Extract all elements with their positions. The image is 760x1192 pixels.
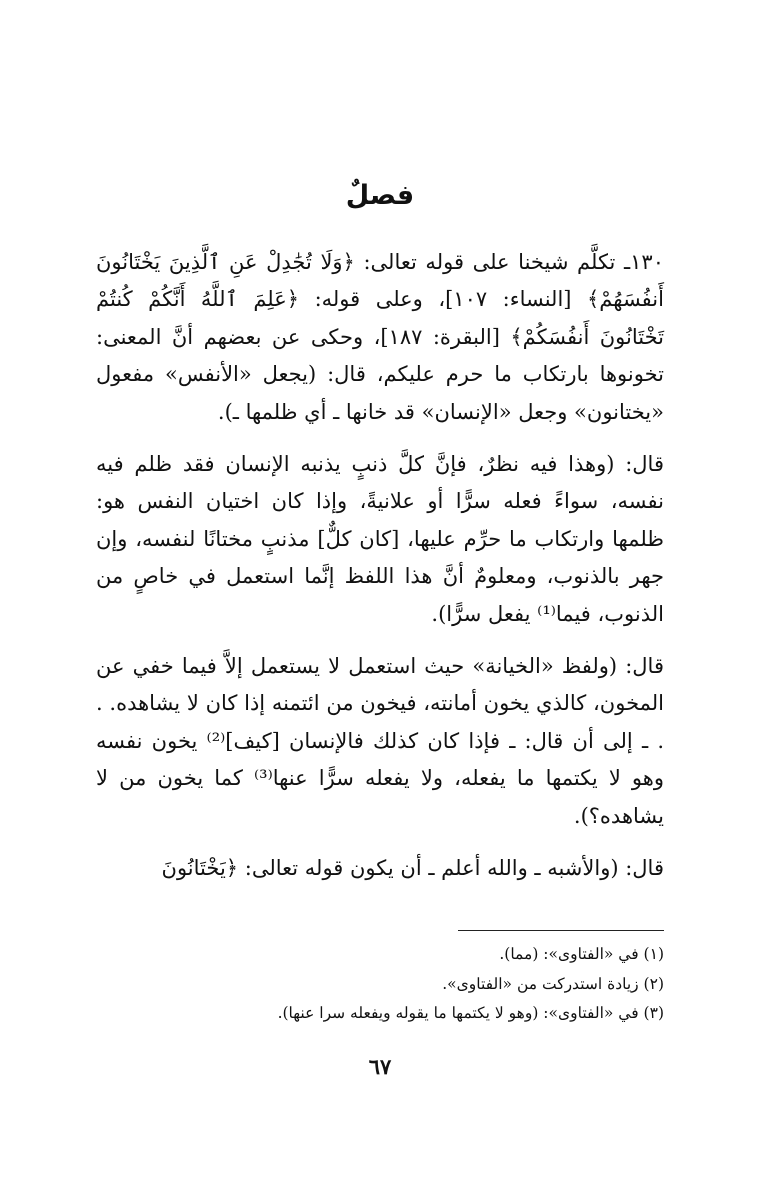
footnotes bbox=[96, 940, 664, 1029]
footnote-3: (٣) في «الفتاوى»: (وهو لا يكتمها ما يقوله ويفعله سرا عنها). bbox=[277, 1004, 664, 1022]
footnote-2: (٢) زيادة استدركت من «الفتاوى». bbox=[442, 974, 664, 993]
main-text bbox=[96, 244, 664, 888]
paragraph-4: قال: (والأشبه ـ والله أعلم ـ أن يكون قوله تعالى: ﴿يَخْتَانُونَ bbox=[161, 856, 664, 881]
footnote-1: (١) في «الفتاوى»: (مما). bbox=[499, 945, 664, 963]
section-title: فصلٌ bbox=[345, 180, 415, 211]
paragraph-2: قال: (وهذا فيه نظرٌ، فإنَّ كلَّ ذنبٍ يذنبه الإنسان فقد ظلم فيه نفسه، سواءً فعله سرًّا أو علانيةً، وإذا كان اختيان النفس هو: ظلمها وارتكاب ما حرِّم عليها، [كان كلٌّ] مذنبٍ مختانًا لنفسه، وإن جهر بالذنوب، ومعلومٌ أنَّ هذا اللفظ إنَّما استعمل في خاصٍ من الذنوب، فيما⁽¹⁾ يفعل سرًّا). bbox=[96, 452, 664, 626]
paragraph-130: ١٣٠ـ تكلَّم شيخنا على قوله تعالى: ﴿وَلَا تُجَٰدِلْ عَنِ ٱلَّذِينَ يَخْتَانُونَ أَنفُسَهُمْ﴾ [النساء: ١٠٧]، وعلى قوله: ﴿عَلِمَ ٱللَّهُ أَنَّكُمْ كُنتُمْ تَخْتَانُونَ أَنفُسَكُمْ﴾ [البقرة: ١٨٧]، وحكى عن بعضهم أنَّ المعنى: تخونوها بارتكاب ما حرم عليكم، قال: (يجعل «الأنفس» مفعول «يختانون» وجعل «الإنسان» قد خانها ـ أي ظلمها ـ). bbox=[96, 250, 664, 424]
paragraph-3: قال: (ولفظ «الخيانة» حيث استعمل لا يستعمل إلاَّ فيما خفي عن المخون، كالذي يخون أمانته، فيخون من ائتمنه إذا كان لا يشاهده. . . ـ إلى أن قال: ـ فإذا كان كذلك فالإنسان [كيف]⁽²⁾ يخون نفسه وهو لا يكتمها ما يفعله، ولا يفعله سرًّا عنها⁽³⁾ كما يخون من لا يشاهده؟). bbox=[96, 654, 665, 828]
page-number: ٦٧ bbox=[368, 1054, 392, 1079]
footnote-divider bbox=[458, 930, 664, 931]
